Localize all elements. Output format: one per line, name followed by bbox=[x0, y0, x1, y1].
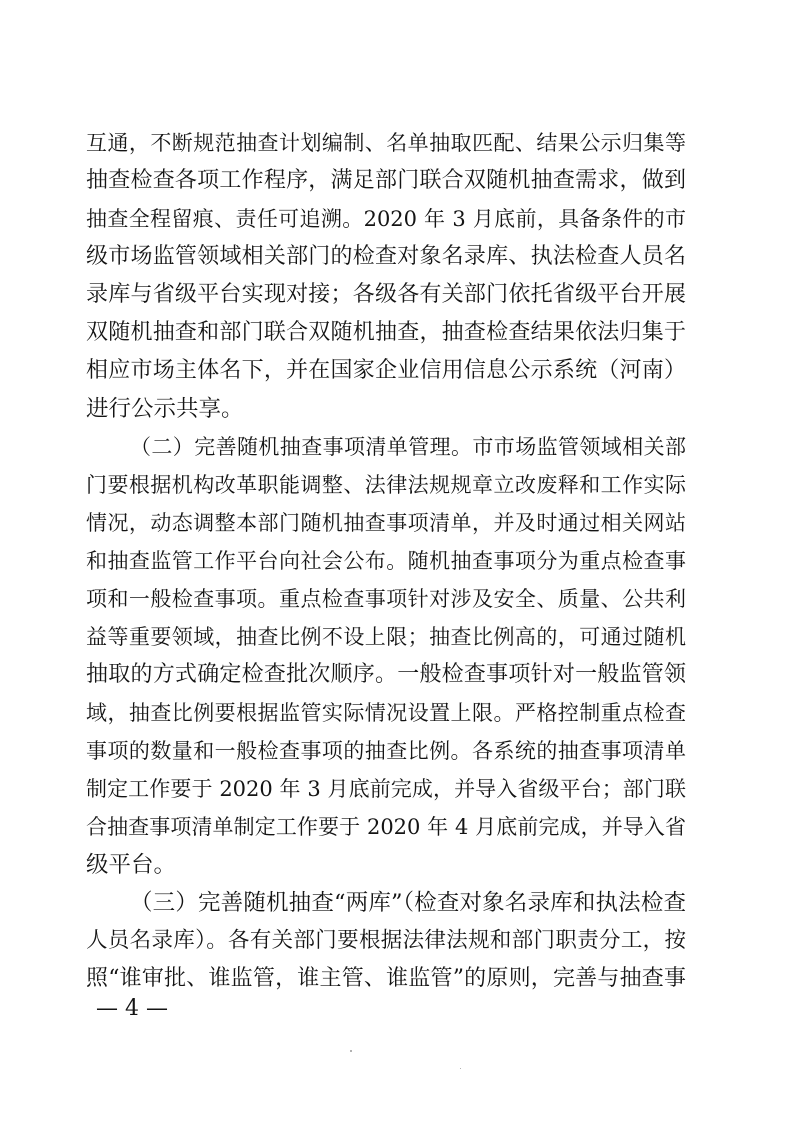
text-line: 制定工作要于 2020 年 3 月底前完成，并导入省级平台；部门联 bbox=[86, 777, 686, 801]
text-line: 进行公示共享。 bbox=[86, 396, 244, 422]
text-line: 门要根据机构改革职能调整、法律法规规章立改废释和工作实际 bbox=[86, 473, 686, 497]
text-line: 域，抽查比例要根据监管实际情况设置上限。严格控制重点检查 bbox=[86, 701, 686, 725]
text-line: 级平台。 bbox=[86, 852, 177, 878]
text-line: 情况，动态调整本部门随机抽查事项清单，并及时通过相关网站 bbox=[86, 511, 686, 535]
text-line: 抽查检查各项工作程序，满足部门联合双随机抽查需求，做到 bbox=[86, 168, 686, 193]
text-line: 相应市场主体名下，并在国家企业信用信息公示系统（河南） bbox=[86, 358, 686, 383]
text-line: 抽查全程留痕、责任可追溯。2020 年 3 月底前，具备条件的市 bbox=[86, 207, 686, 231]
text-line: （二）完善随机抽查事项清单管理。市市场监管领域相关部 bbox=[130, 435, 686, 459]
text-line: （三）完善随机抽查“两库”（检查对象名录库和执法检查 bbox=[130, 890, 686, 916]
text-line: 双随机抽查和部门联合双随机抽查，抽查检查结果依法归集于 bbox=[86, 320, 686, 345]
text-line: 照“谁审批、谁监管，谁主管、谁监管”的原则，完善与抽查事 bbox=[86, 966, 686, 991]
page-number: — 4 — bbox=[96, 996, 168, 1021]
text-line: 人员名录库）。各有关部门要根据法律法规和部门职责分工，按 bbox=[86, 928, 686, 953]
text-line: 互通，不断规范抽查计划编制、名单抽取匹配、结果公示归集等 bbox=[86, 131, 686, 155]
text-line: 抽取的方式确定检查批次顺序。一般检查事项针对一般监管领 bbox=[86, 662, 686, 687]
text-line: 和抽查监管工作平台向社会公布。随机抽查事项分为重点检查事 bbox=[86, 549, 686, 573]
text-line: 项和一般检查事项。重点检查事项针对涉及安全、质量、公共利 bbox=[86, 587, 686, 611]
scan-speck bbox=[460, 1068, 461, 1069]
text-line: 益等重要领域，抽查比例不设上限；抽查比例高的，可通过随机 bbox=[86, 625, 686, 649]
scan-speck bbox=[350, 1050, 352, 1052]
text-line: 录库与省级平台实现对接；各级各有关部门依托省级平台开展 bbox=[86, 282, 686, 307]
text-line: 事项的数量和一般检查事项的抽查比例。各系统的抽查事项清单 bbox=[86, 739, 686, 763]
text-line: 级市场监管领域相关部门的检查对象名录库、执法检查人员名 bbox=[86, 244, 686, 269]
text-line: 合抽查事项清单制定工作要于 2020 年 4 月底前完成，并导入省 bbox=[86, 815, 686, 839]
